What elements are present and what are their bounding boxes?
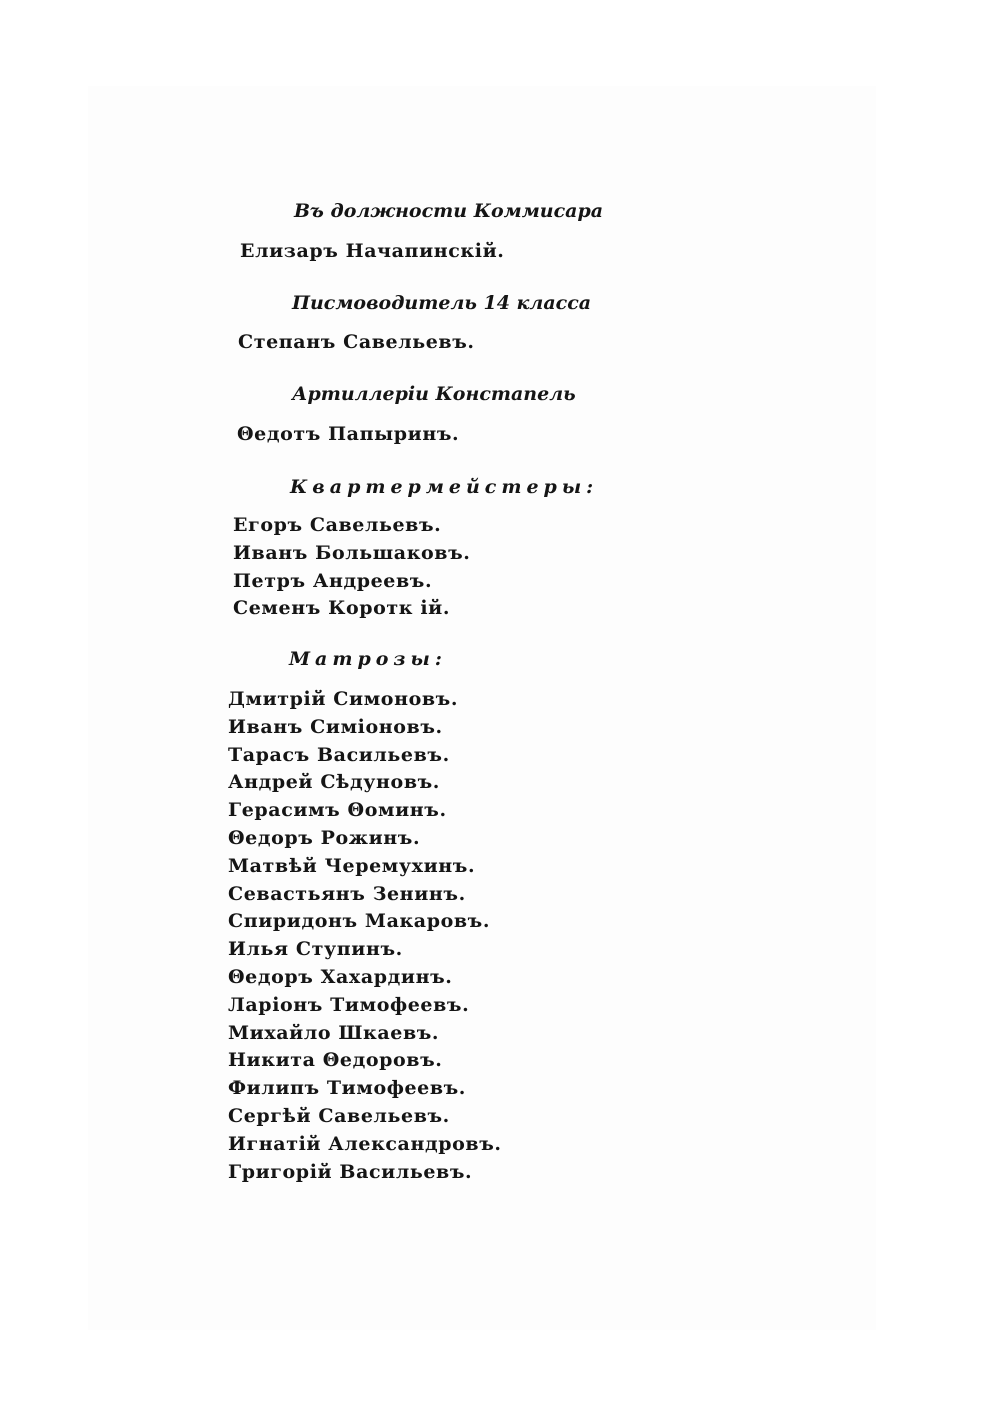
list-item: Петръ Андреевъ.: [233, 569, 433, 592]
name-artillery: Θедотъ Папыринъ.: [237, 423, 460, 445]
sailors-list: [228, 686, 502, 1186]
list-item: Ларіонъ Тимофеевъ.: [228, 993, 470, 1016]
list-item: Игнатій Александровъ.: [228, 1132, 502, 1155]
list-item: Иванъ Симіоновъ.: [228, 715, 443, 738]
list-item: Семенъ Коротк ій.: [233, 597, 451, 620]
heading-sailors: Матрозы:: [289, 648, 447, 670]
list-item: Θедоръ Рожинъ.: [228, 826, 421, 849]
list-item: Герасимъ Θоминъ.: [228, 799, 447, 822]
list-item: Сергѣй Савельевъ.: [228, 1104, 450, 1127]
list-item: Михайло Шкаевъ.: [228, 1021, 440, 1044]
list-item: Егоръ Савельевъ.: [233, 514, 442, 536]
list-item: Григорій Васильевъ.: [228, 1160, 473, 1183]
name-commissar: Елизаръ Начапинскій.: [240, 240, 505, 262]
list-item: Θедоръ Хахардинъ.: [228, 965, 453, 988]
list-item: Матвѣй Черемухинъ.: [228, 854, 476, 877]
list-item: Илья Ступинъ.: [228, 938, 403, 961]
list-item: Андрей Сѣдуновъ.: [228, 771, 441, 794]
heading-quartermasters: Квартермейстеры:: [290, 476, 599, 498]
list-item: Тарасъ Васильевъ.: [228, 743, 450, 766]
list-item: Никита Θедоровъ.: [228, 1049, 443, 1072]
quartermasters-list: [233, 512, 470, 623]
heading-artillery: Артиллеріи Констапель: [292, 383, 576, 405]
name-clerk: Степанъ Савельевъ.: [238, 331, 475, 353]
list-item: Дмитрій Симоновъ.: [228, 688, 459, 710]
list-item: Филипъ Тимофеевъ.: [228, 1077, 467, 1100]
list-item: Спиридонъ Макаровъ.: [228, 910, 491, 933]
list-item: Севастьянъ Зенинъ.: [228, 882, 466, 905]
heading-clerk: Писмоводитель 14 класса: [292, 292, 592, 314]
list-item: Иванъ Большаковъ.: [233, 541, 471, 564]
heading-commissar: Въ должности Коммисара: [294, 200, 604, 222]
